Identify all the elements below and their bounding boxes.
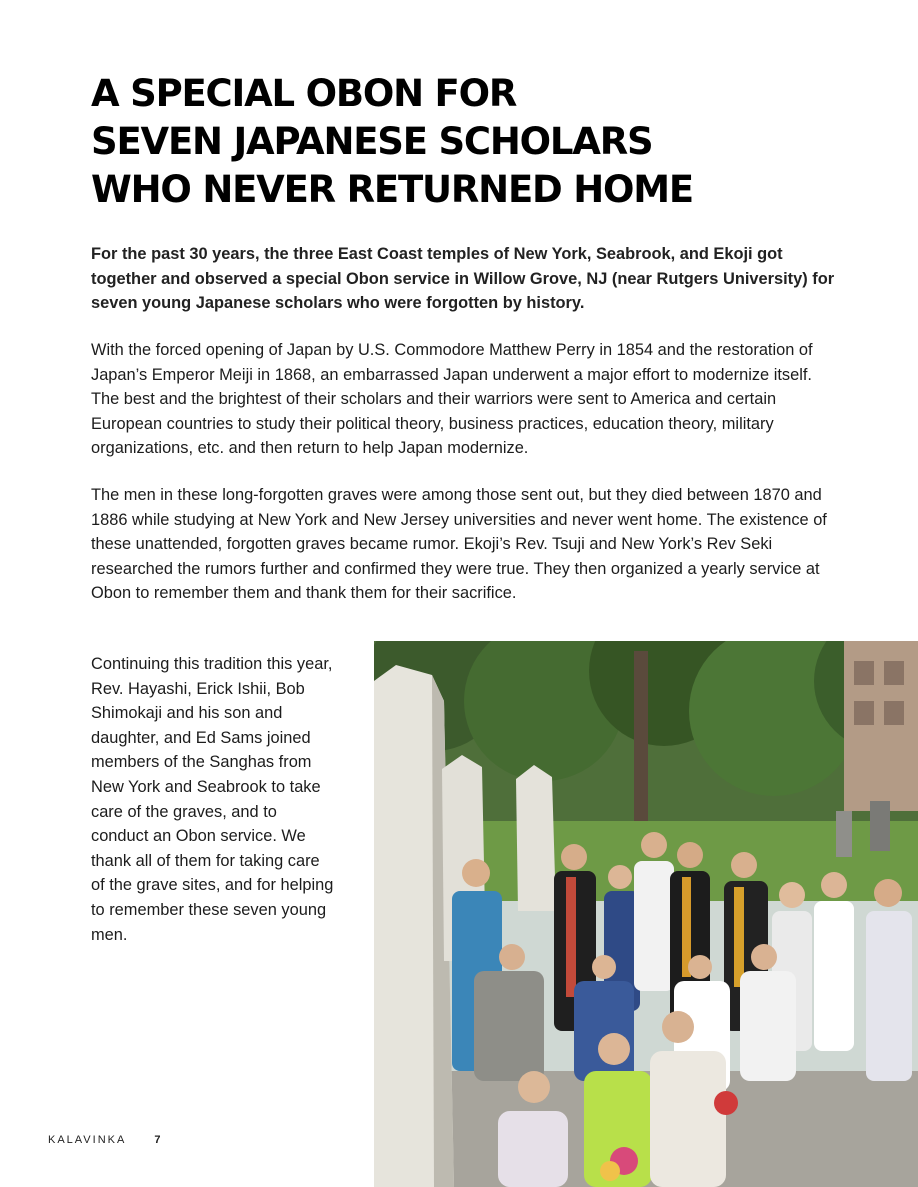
title-line: A SPECIAL OBON FOR bbox=[91, 72, 517, 115]
page-footer bbox=[48, 1134, 160, 1146]
title-line: SEVEN JAPANESE SCHOLARS bbox=[91, 120, 653, 163]
page-number: 7 bbox=[154, 1134, 161, 1146]
sidebar-paragraph-tradition: Continuing this tradition this year, Rev. Hayashi, Erick Ishii, Bob Shimokaji and his son and daughter, and Ed Sams joined members of the Sanghas from New York and Seabrook to take care of the graves, and to conduct an Obon service. We thank all of them for taking care of the grave sites, and for helping to remember these seven young men. bbox=[91, 655, 334, 944]
article-title bbox=[91, 70, 851, 214]
title-line: WHO NEVER RETURNED HOME bbox=[91, 168, 693, 211]
group-photo-cemetery bbox=[374, 641, 918, 1187]
group-photo-illustration bbox=[374, 641, 918, 1187]
body-paragraph-history: With the forced opening of Japan by U.S. Commodore Matthew Perry in 1854 and the restoration of Japan’s Emperor Meiji in 1868, an embarrassed Japan underwent a major effort to modernize itself. The best and the brightest of their scholars and their warriors were sent to America and certain European countries to study their political theory, business practices, education theory, military organizations, etc. and then return to help Japan modernize. bbox=[91, 341, 813, 458]
lead-paragraph: For the past 30 years, the three East Coast temples of New York, Seabrook, and Ekoji got together and observed a special Obon service in Willow Grove, NJ (near Rutgers University) for seven young Japanese scholars who were forgotten by history. bbox=[91, 245, 835, 313]
publication-name: KALAVINKA bbox=[48, 1134, 127, 1146]
body-paragraph-graves: The men in these long-forgotten graves were among those sent out, but they died between 1870 and 1886 while studying at New York and New Jersey universities and never went home. The existence of these unattended, forgotten graves became rumor. Ekoji’s Rev. Tsuji and New York’s Rev Seki researched the rumors further and confirmed they were true. They then organized a yearly service at Obon to remember them and thank them for their sacrifice. bbox=[91, 486, 827, 603]
